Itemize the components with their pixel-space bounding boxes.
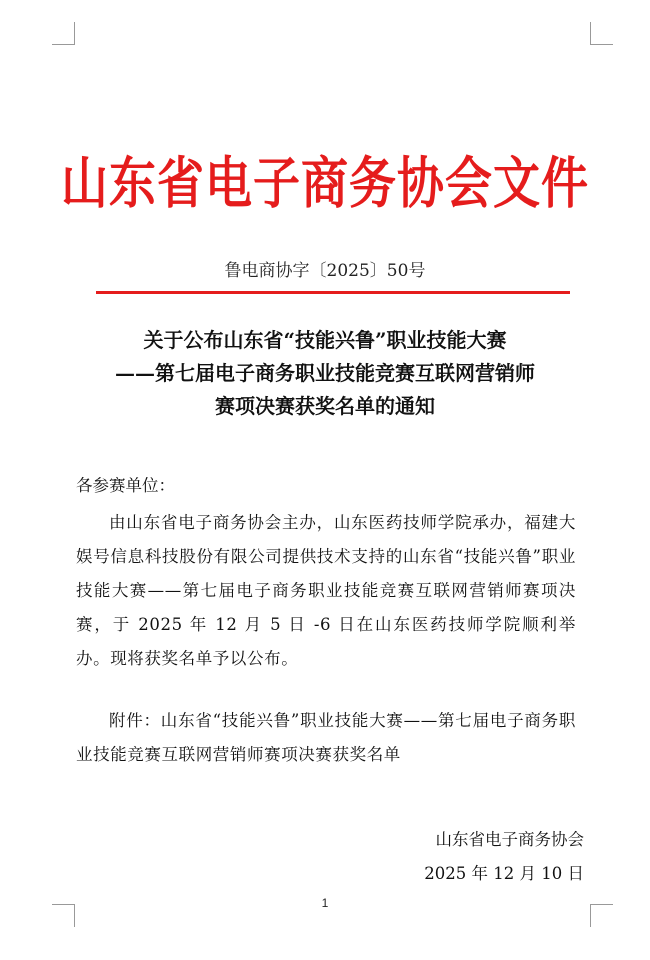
document-header-title: 山东省电子商务协会文件 [61,151,589,217]
notice-title-line: 关于公布山东省“技能兴鲁”职业技能大赛 [143,328,507,352]
document-number: 鲁电商协字〔2025〕50号 [224,261,426,281]
attachment-note: 附件：山东省“技能兴鲁”职业技能大赛——第七届电子商务职业技能竞赛互联网营销师赛项决赛获奖名单 [76,711,576,764]
signature-date: 2025 年 12 月 10 日 [424,864,584,883]
crop-mark-top-right [590,22,613,45]
body-paragraph: 由山东省电子商务协会主办，山东医药技师学院承办，福建大娱号信息科技股份有限公司提供技术支持的山东省“技能兴鲁”职业技能大赛——第七届电子商务职业技能竞赛互联网营销师赛项决赛，于 2025 年 12 月 5 日 -6 日在山东医药技师学院顺利举办。现将获奖名单予以公布。 [76,513,576,668]
notice-title [0,324,650,423]
notice-title-line: ——第七届电子商务职业技能竞赛互联网营销师 [115,361,535,385]
page-number: 1 [321,896,329,910]
crop-mark-top-left [52,22,75,45]
signature-organization: 山东省电子商务协会 [435,830,584,849]
notice-title-line: 赛项决赛获奖名单的通知 [215,394,435,418]
salutation: 各参赛单位： [76,476,175,495]
header-red-divider [96,291,570,294]
